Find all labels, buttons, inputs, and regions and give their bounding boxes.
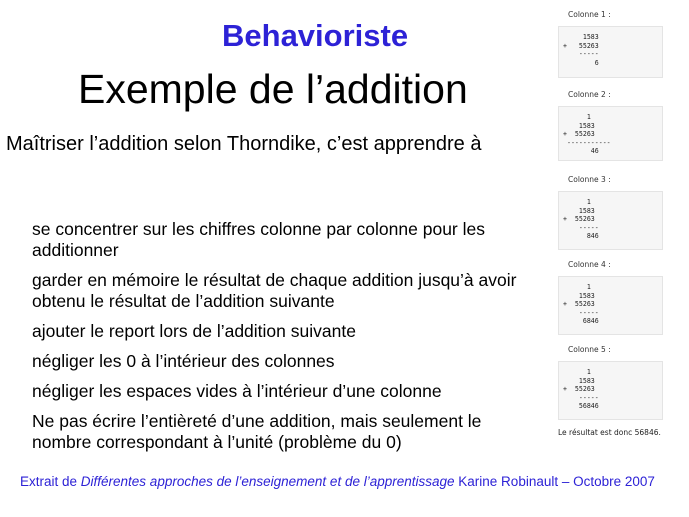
footer-work-title: Différentes approches de l’enseignement et de l’apprentissage: [80, 474, 455, 489]
bullet-item: ajouter le report lors de l’addition suivante: [32, 321, 356, 341]
bullet-item: garder en mémoire le résultat de chaque addition jusqu’à avoir obtenu le résultat de l’addition suivante: [32, 270, 517, 311]
addition-lines: 1 1583 + 55263 ----- 846: [563, 198, 599, 241]
column-addition-box: [558, 106, 663, 161]
column-label: Colonne 3 :: [568, 175, 611, 184]
column-addition-box: [558, 191, 663, 250]
addition-lines: 1 1583 + 55263 ----- 56846: [563, 368, 599, 411]
column-block-3: [555, 173, 665, 250]
bullet-item: négliger les espaces vides à l’intérieur d’une colonne: [32, 381, 442, 401]
slide-title: Exemple de l’addition: [78, 66, 468, 112]
intro-text: Maîtriser l’addition selon Thorndike, c’est apprendre à: [6, 133, 482, 155]
source-footer: [20, 474, 680, 489]
bullet-list: [32, 219, 542, 462]
addition-lines: 1 1583 + 55263 ----------- 46: [563, 113, 611, 156]
column-label: Colonne 2 :: [568, 90, 611, 99]
slide-subtitle: Behavioriste: [222, 18, 409, 53]
footer-author-date: Karine Robinault – Octobre 2007: [454, 474, 655, 489]
bullet-item: négliger les 0 à l’intérieur des colonnes: [32, 351, 335, 371]
addition-lines: 1583 + 55263 ----- 6: [563, 33, 599, 67]
column-block-2: [555, 88, 665, 161]
footer-prefix: Extrait de: [20, 474, 81, 489]
final-result-text: Le résultat est donc 56846.: [558, 428, 661, 437]
column-addition-box: [558, 361, 663, 420]
column-addition-box: [558, 26, 663, 78]
addition-lines: 1 1583 + 55263 ----- 6846: [563, 283, 599, 326]
column-block-1: [555, 8, 665, 78]
column-label: Colonne 4 :: [568, 260, 611, 269]
bullet-item: Ne pas écrire l’entièreté d’une addition, mais seulement le nombre correspondant à l’unité (problème du 0): [32, 411, 482, 452]
column-label: Colonne 1 :: [568, 10, 611, 19]
bullet-item: se concentrer sur les chiffres colonne par colonne pour les additionner: [32, 219, 485, 260]
column-block-5: [555, 343, 665, 420]
column-addition-box: [558, 276, 663, 335]
column-label: Colonne 5 :: [568, 345, 611, 354]
column-block-4: [555, 258, 665, 335]
